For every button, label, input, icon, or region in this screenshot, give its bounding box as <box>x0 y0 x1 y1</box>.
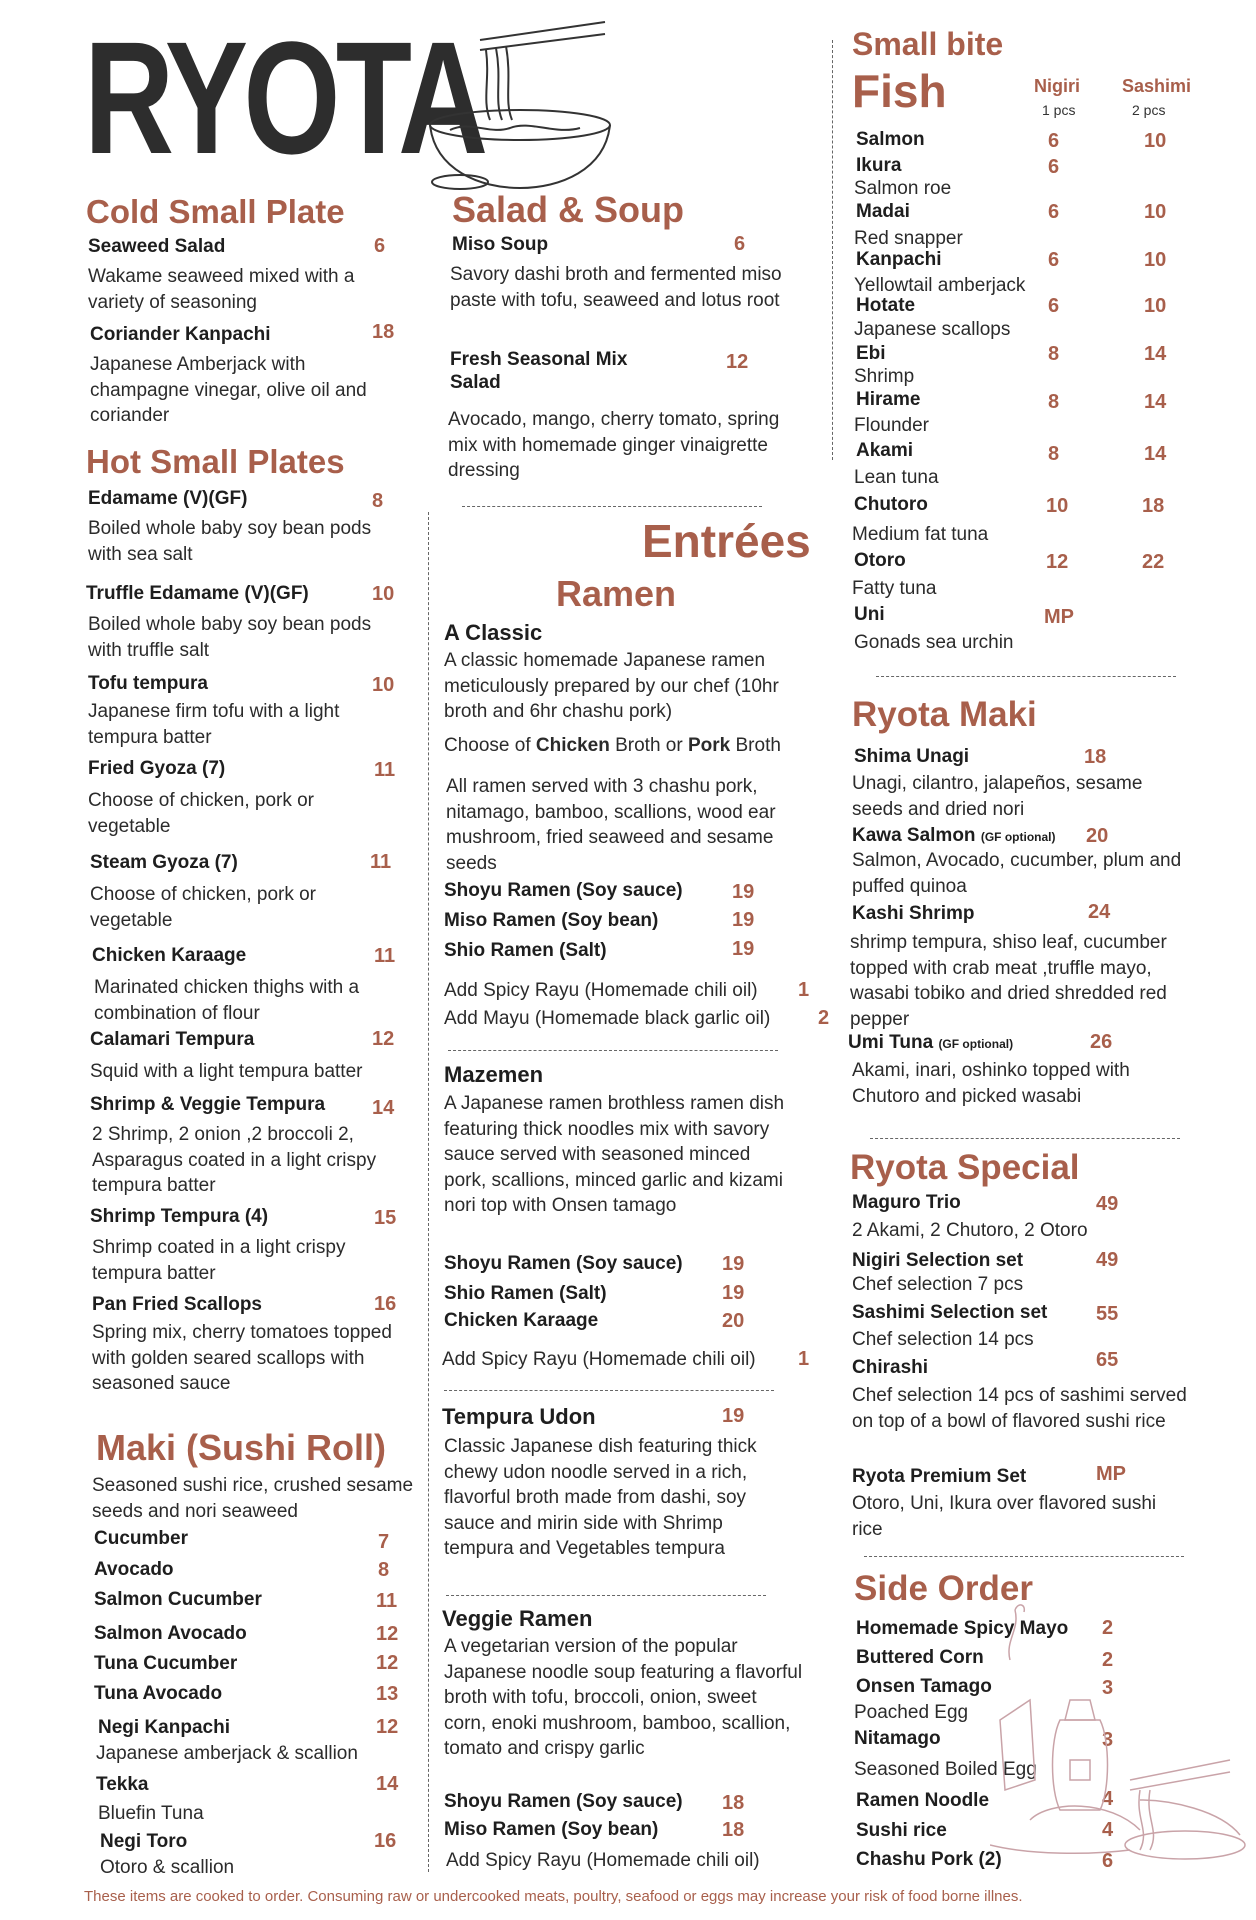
menu-item-price: 20 <box>722 1310 745 1332</box>
menu-item-price: 12 <box>726 351 749 373</box>
menu-item-name: Avocado <box>94 1559 174 1580</box>
broth-choice: Choose of Chicken Broth or Pork Broth <box>444 735 781 756</box>
menu-item-price: 15 <box>374 1207 397 1229</box>
sashimi-column-sub: 2 pcs <box>1132 102 1166 118</box>
sashimi-price: 10 <box>1144 249 1167 271</box>
ryota-maki-title: Ryota Maki <box>852 695 1037 734</box>
menu-item-price: 13 <box>376 1683 399 1705</box>
menu-item-name: Miso Soup <box>452 234 549 255</box>
menu-item-name: Nitamago <box>854 1728 941 1749</box>
menu-item-desc: Choose of chicken, pork or vegetable <box>90 884 317 931</box>
fish-name: Chutoro <box>854 494 928 515</box>
nigiri-price: 8 <box>1048 391 1060 413</box>
menu-item-price: 18 <box>372 321 395 343</box>
sashimi-price: 14 <box>1144 391 1167 413</box>
menu-item-name: Pan Fried Scallops <box>92 1294 262 1315</box>
nigiri-column-header: Nigiri <box>1034 76 1081 96</box>
addon-item: Add Spicy Rayu (Homemade chili oil) <box>442 1349 756 1370</box>
menu-item-price: 6 <box>1102 1850 1114 1872</box>
menu-item-price: 12 <box>376 1623 399 1645</box>
fish-desc: Fatty tuna <box>852 578 937 599</box>
menu-item-desc: Savory dashi broth and fermented miso paste with tofu, seaweed and lotus root <box>450 264 782 311</box>
menu-item-desc: Choose of chicken, pork or vegetable <box>88 790 315 837</box>
menu-item-name: Shio Ramen (Salt) <box>444 1283 607 1304</box>
tempura-udon-price: 19 <box>722 1405 745 1427</box>
nigiri-price: 6 <box>1048 249 1060 271</box>
menu-item-name: Tekka <box>96 1774 149 1795</box>
fish-desc: Yellowtail amberjack <box>854 275 1026 296</box>
menu-item-price: 10 <box>372 583 395 605</box>
menu-item-price: 14 <box>376 1773 399 1795</box>
menu-item-name: Seaweed Salad <box>88 236 226 257</box>
menu-item-name: Ryota Premium Set <box>852 1466 1027 1487</box>
menu-item-name: Negi Kanpachi <box>98 1717 230 1738</box>
menu-item-name: Tuna Avocado <box>94 1683 223 1704</box>
menu-item-desc: 2 Akami, 2 Chutoro, 2 Otoro <box>852 1220 1088 1241</box>
sashimi-price: 10 <box>1144 130 1167 152</box>
menu-item-name: Tuna Cucumber <box>94 1653 238 1674</box>
menu-item-name: Nigiri Selection set <box>852 1250 1024 1271</box>
footer-disclaimer: These items are cooked to order. Consuming raw or undercooked meats, poultry, seafood or eggs may increase your risk of food borne illnes. <box>84 1888 1023 1905</box>
veggie-ramen-desc: A vegetarian version of the popular Japanese noodle soup featuring a flavorful broth with tofu, broccoli, onion, sweet corn, enoki mushroom, bamboo, scallion, tomato and crispy garlic <box>444 1636 803 1759</box>
menu-item-price: 18 <box>722 1819 745 1841</box>
menu-item-price: 20 <box>1086 825 1109 847</box>
sashimi-price: 10 <box>1144 295 1167 317</box>
menu-item-name: Miso Ramen (Soy bean) <box>444 1819 659 1840</box>
nigiri-price: 8 <box>1048 343 1060 365</box>
mazemen-desc: A Japanese ramen brothless ramen dish featuring thick noodles mix with savory sauce served with seasoned minced pork, scallions, minced garlic and kizami nori top with Onsen tamago <box>444 1093 785 1216</box>
menu-item-name: Chicken Karaage <box>92 945 247 966</box>
menu-item-name: Chirashi <box>852 1357 929 1378</box>
sashimi-price: 18 <box>1142 495 1165 517</box>
fish-name: Hirame <box>856 389 921 410</box>
ramen-title: Ramen <box>556 573 677 614</box>
menu-item-price: 49 <box>1096 1193 1119 1215</box>
fish-desc: Salmon roe <box>854 178 952 199</box>
menu-item-price: 6 <box>734 233 746 255</box>
menu-item-price: 3 <box>1102 1729 1114 1751</box>
menu-item-name: Fried Gyoza (7) <box>88 758 226 779</box>
sashimi-price: 14 <box>1144 443 1167 465</box>
menu-item-price: 11 <box>374 945 396 967</box>
menu-item-price: 2 <box>1102 1649 1114 1671</box>
menu-item-name: Coriander Kanpachi <box>90 324 271 345</box>
menu-item-name: Onsen Tamago <box>856 1676 992 1697</box>
section-divider <box>446 1595 766 1596</box>
sashimi-price: 10 <box>1144 201 1167 223</box>
menu-item-desc: Chef selection 14 pcs of sashimi served on top of a bowl of flavored sushi rice <box>852 1385 1187 1432</box>
menu-item-price: 18 <box>722 1792 745 1814</box>
menu-item-name: Shima Unagi <box>854 746 970 767</box>
fish-name: Ebi <box>856 343 886 364</box>
menu-item-name: Sashimi Selection set <box>852 1302 1048 1323</box>
fish-desc: Lean tuna <box>854 467 939 488</box>
menu-item-price: 18 <box>1084 746 1107 768</box>
nigiri-price: 6 <box>1048 201 1060 223</box>
menu-item-name: Shoyu Ramen (Soy sauce) <box>444 1253 683 1274</box>
classic-ramen-desc: A classic homemade Japanese ramen meticulously prepared by our chef (10hr broth and 6hr chashu pork) <box>444 650 779 722</box>
menu-item-name: Chashu Pork (2) <box>856 1849 1002 1870</box>
menu-item-name: Salmon Avocado <box>94 1623 247 1644</box>
menu-item-desc: Marinated chicken thighs with a combination of flour <box>94 977 360 1024</box>
menu-item-name: Sushi rice <box>856 1820 947 1841</box>
menu-item-desc: Squid with a light tempura batter <box>90 1061 363 1082</box>
fish-name: Kanpachi <box>856 249 942 270</box>
addon-price: 1 <box>798 979 810 1001</box>
menu-item-desc: Shrimp coated in a light crispy tempura batter <box>92 1237 346 1284</box>
menu-item-name: Shrimp & Veggie Tempura <box>90 1094 326 1115</box>
menu-item-desc: shrimp tempura, shiso leaf, cucumber topped with crab meat ,truffle mayo, wasabi tobiko and dried shredded red pepper <box>850 932 1167 1030</box>
menu-item-price: MP <box>1096 1463 1126 1485</box>
menu-item-desc: Unagi, cilantro, jalapeños, sesame seeds and dried nori <box>852 773 1143 820</box>
menu-item-price: 16 <box>374 1830 397 1852</box>
menu-item-price: 4 <box>1102 1788 1114 1810</box>
menu-item-desc: Bluefin Tuna <box>98 1803 204 1824</box>
sashimi-column-header: Sashimi <box>1122 76 1192 96</box>
menu-item-price: 12 <box>376 1716 399 1738</box>
menu-item-desc: Japanese firm tofu with a light tempura batter <box>88 701 340 748</box>
menu-item-desc: Chef selection 14 pcs <box>852 1329 1034 1350</box>
addon-item: Add Spicy Rayu (Homemade chili oil) <box>446 1850 760 1871</box>
section-divider <box>864 1556 1184 1557</box>
menu-item-desc: Chef selection 7 pcs <box>852 1274 1024 1295</box>
tableware-sketch-illustration <box>990 1600 1252 1885</box>
menu-item-name: Ramen Noodle <box>856 1790 990 1811</box>
menu-item-name: Miso Ramen (Soy bean) <box>444 910 659 931</box>
menu-item-price: 8 <box>378 1559 390 1581</box>
fish-name: Salmon <box>856 129 925 150</box>
menu-item-price: 26 <box>1090 1031 1113 1053</box>
menu-item-price: 49 <box>1096 1249 1119 1271</box>
menu-item-name: Shoyu Ramen (Soy sauce) <box>444 880 683 901</box>
nigiri-price: 6 <box>1048 295 1060 317</box>
menu-item-price: 19 <box>722 1253 745 1275</box>
menu-item-name: Shrimp Tempura (4) <box>90 1206 269 1227</box>
menu-item-name: Maguro Trio <box>852 1192 961 1213</box>
menu-item-name: Homemade Spicy Mayo <box>856 1618 1069 1639</box>
menu-item-name: Cucumber <box>94 1528 188 1549</box>
menu-item-price: 19 <box>732 909 755 931</box>
section-divider <box>876 676 1176 677</box>
menu-item-name: Fresh Seasonal Mix Salad <box>450 349 628 393</box>
nigiri-price: 6 <box>1048 156 1060 178</box>
nigiri-column-sub: 1 pcs <box>1042 102 1076 118</box>
menu-item-price: 12 <box>376 1652 399 1674</box>
menu-item-name: Salmon Cucumber <box>94 1589 262 1610</box>
entrees-title: Entrées <box>642 515 811 567</box>
menu-item-name: Chicken Karaage <box>444 1310 599 1331</box>
column-divider <box>428 512 429 1872</box>
classic-ramen-name: A Classic <box>444 620 543 645</box>
menu-item-desc: Salmon, Avocado, cucumber, plum and puffed quinoa <box>852 850 1182 897</box>
menu-item-price: 10 <box>372 674 395 696</box>
menu-item-price: 19 <box>732 938 755 960</box>
menu-item-desc: Boiled whole baby soy bean pods with sea salt <box>88 518 372 565</box>
menu-item-price: 55 <box>1096 1303 1119 1325</box>
maki-description: Seasoned sushi rice, crushed sesame seeds and nori seaweed <box>92 1475 414 1522</box>
nigiri-price: 6 <box>1048 130 1060 152</box>
menu-item-name: Umi Tuna (GF optional) <box>848 1032 1014 1053</box>
addon-price: 2 <box>818 1007 830 1029</box>
menu-item-name: Shoyu Ramen (Soy sauce) <box>444 1791 683 1812</box>
menu-item-desc: Avocado, mango, cherry tomato, spring mix with homemade ginger vinaigrette dressing <box>448 409 780 481</box>
menu-item-price: 65 <box>1096 1349 1119 1371</box>
menu-item-desc: Poached Egg <box>854 1702 969 1723</box>
menu-item-desc: Wakame seaweed mixed with a variety of seasoning <box>88 266 355 313</box>
menu-item-price: 6 <box>374 235 386 257</box>
sashimi-price: 14 <box>1144 343 1167 365</box>
menu-item-desc: Boiled whole baby soy bean pods with truffle salt <box>88 614 372 661</box>
fish-desc: Japanese scallops <box>854 319 1011 340</box>
mazemen-name: Mazemen <box>444 1062 544 1087</box>
fish-title: Fish <box>852 65 947 117</box>
menu-item-desc: 2 Shrimp, 2 onion ,2 broccoli 2, Asparagus coated in a light crispy tempura batter <box>92 1124 377 1196</box>
section-divider <box>444 1390 774 1391</box>
fish-desc: Red snapper <box>854 228 963 249</box>
menu-item-price: 11 <box>374 759 396 781</box>
cold-small-plate-title: Cold Small Plate <box>86 193 345 230</box>
veggie-ramen-name: Veggie Ramen <box>442 1606 593 1631</box>
ramen-bowl-illustration <box>390 10 620 195</box>
fish-name: Ikura <box>856 155 902 176</box>
menu-item-name: Negi Toro <box>100 1831 188 1852</box>
brand-logo: RYOTA <box>84 8 484 187</box>
menu-item-price: 12 <box>372 1028 395 1050</box>
menu-item-name: Shio Ramen (Salt) <box>444 940 607 961</box>
menu-item-price: 16 <box>374 1293 397 1315</box>
nigiri-price: 8 <box>1048 443 1060 465</box>
salad-soup-title: Salad & Soup <box>452 189 685 230</box>
menu-item-price: 3 <box>1102 1677 1114 1699</box>
menu-item-desc: Japanese amberjack & scallion <box>96 1743 358 1764</box>
menu-item-price: 2 <box>1102 1617 1114 1639</box>
nigiri-price: MP <box>1044 606 1074 628</box>
menu-item-name: Steam Gyoza (7) <box>90 852 238 873</box>
gf-optional-note: (GF optional) <box>938 1037 1014 1051</box>
tempura-udon-desc: Classic Japanese dish featuring thick chewy udon noodle served in a rich, flavorful broth made from dashi, soy sauce and mirin side with Shrimp tempura and Vegetables tempura <box>444 1436 757 1559</box>
menu-item-price: 14 <box>372 1097 395 1119</box>
menu-item-desc: Spring mix, cherry tomatoes topped with golden seared scallops with seasoned sauce <box>92 1322 392 1394</box>
menu-item-price: 11 <box>370 851 392 873</box>
ryota-special-title: Ryota Special <box>850 1148 1080 1187</box>
menu-item-name: Truffle Edamame (V)(GF) <box>86 583 309 604</box>
menu-item-price: 19 <box>722 1282 745 1304</box>
addon-item: Add Spicy Rayu (Homemade chili oil) <box>444 980 758 1001</box>
sashimi-price: 22 <box>1142 551 1165 573</box>
nigiri-price: 10 <box>1046 495 1069 517</box>
gf-optional-note: (GF optional) <box>980 830 1056 844</box>
menu-item-name: Kawa Salmon (GF optional) <box>852 825 1056 846</box>
maki-sushi-roll-title: Maki (Sushi Roll) <box>96 1427 387 1468</box>
menu-item-price: 8 <box>372 490 384 512</box>
menu-item-desc: Otoro & scallion <box>100 1857 235 1878</box>
menu-item-name: Calamari Tempura <box>90 1029 255 1050</box>
fish-name: Otoro <box>854 550 906 571</box>
menu-item-price: 19 <box>732 881 755 903</box>
small-bite-title: Small bite <box>852 26 1004 62</box>
menu-item-price: 4 <box>1102 1819 1114 1841</box>
fish-name: Hotate <box>856 295 916 316</box>
fish-name: Akami <box>856 440 914 461</box>
menu-item-desc: Akami, inari, oshinko topped with Chutoro and picked wasabi <box>852 1060 1130 1107</box>
tempura-udon-name: Tempura Udon <box>442 1404 596 1429</box>
hot-small-plates-title: Hot Small Plates <box>86 443 345 480</box>
fish-desc: Shrimp <box>854 366 915 387</box>
fish-desc: Flounder <box>854 415 929 436</box>
menu-item-price: 7 <box>378 1531 390 1553</box>
menu-item-price: 24 <box>1088 901 1111 923</box>
fish-name: Uni <box>854 604 885 625</box>
menu-item-name: Tofu tempura <box>88 673 208 694</box>
menu-item-name: Buttered Corn <box>856 1647 984 1668</box>
section-divider <box>448 1050 778 1051</box>
addon-price: 1 <box>798 1348 810 1370</box>
section-divider <box>870 1138 1180 1139</box>
section-divider <box>462 506 762 507</box>
menu-item-name: Edamame (V)(GF) <box>88 488 248 509</box>
menu-item-desc: Seasoned Boiled Egg <box>854 1759 1037 1780</box>
side-order-title: Side Order <box>854 1569 1033 1608</box>
addon-item: Add Mayu (Homemade black garlic oil) <box>444 1008 771 1029</box>
fish-desc: Gonads sea urchin <box>854 632 1014 653</box>
nigiri-price: 12 <box>1046 551 1069 573</box>
menu-item-desc: Japanese Amberjack with champagne vinegar, olive oil and coriander <box>90 354 367 426</box>
all-ramen-note: All ramen served with 3 chashu pork, nitamago, bamboo, scallions, wood ear mushroom, fried seaweed and sesame seeds <box>446 776 776 874</box>
menu-item-price: 11 <box>376 1590 398 1612</box>
fish-name: Madai <box>856 201 910 222</box>
menu-item-name: Kashi Shrimp <box>852 903 975 924</box>
menu-item-desc: Otoro, Uni, Ikura over flavored sushi rice <box>852 1493 1157 1540</box>
column-divider <box>832 40 833 460</box>
fish-desc: Medium fat tuna <box>852 524 989 545</box>
